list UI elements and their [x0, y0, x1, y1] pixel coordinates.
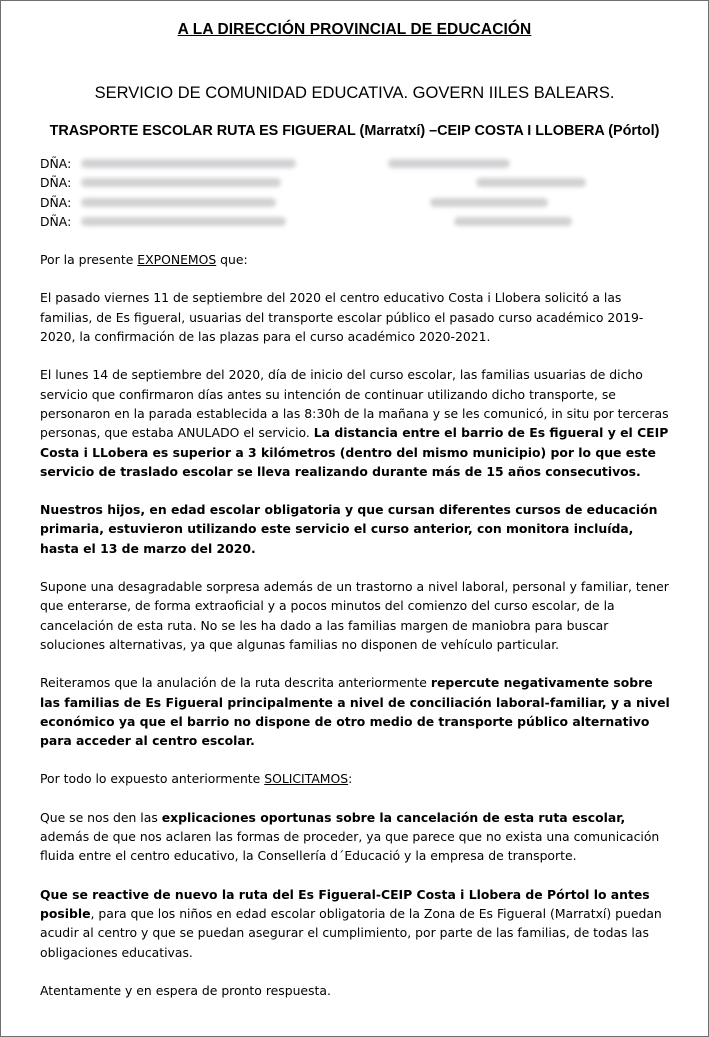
redacted-name [81, 178, 281, 187]
signer-label: DÑA: [40, 175, 72, 191]
distance-statement: La distancia entre el barrio de Es figueral y el CEIP Costa i LLobera es superior a 3 kilómetros (dentro del mismo municipio) por lo que este servicio de traslado escolar se lleva realizando durante más de 15 años consecutivos. [40, 425, 669, 479]
redacted-id [476, 178, 586, 187]
redacted-id [388, 159, 510, 168]
subject-heading: TRASPORTE ESCOLAR RUTA ES FIGUERAL (Marratxí) –CEIP COSTA I LLOBERA (Pórtol) [49, 123, 660, 139]
signer-line [40, 193, 670, 212]
signer-label: DÑA: [40, 156, 72, 171]
paragraph-impact: Reiteramos que la anulación de la ruta descrita anteriormente repercute negativamente sobre las familias de Es Figueral principalmente a nivel de conciliación laboral-familiar, y a nivel económico ya que el barrio no dispone de otro medio de transporte público alternativo para acceder al centro escolar. [40, 675, 670, 749]
intro-paragraph: Por la presente EXPONEMOS que: [40, 252, 248, 268]
signer-label: DÑA: [40, 194, 72, 210]
signer-line [40, 212, 670, 231]
paragraph-surprise: Supone una desagradable sorpresa además de un trastorno a nivel laboral, personal y familiar, tener que enterarse, de forma extraoficial y a pocos minutos del comienzo del curso escolar, de la cancelación de esta ruta. No se les ha dado a las familias margen de maniobra para buscar soluciones alternativas, ya que algunas familias no disponen de vehículo particular. [40, 579, 669, 652]
letter-body [40, 154, 670, 1000]
signer-label: DÑA: [40, 213, 72, 229]
paragraph-request-confirmation: El pasado viernes 11 de septiembre del 2020 el centro educativo Costa i Llobera solicitó a las familias, de Es figueral, usuarias del transporte escolar público el pasado curso académico 2019-2020, la confirmación de las plazas para el curso académico 2020-2021. [40, 290, 644, 345]
signer-line [40, 173, 670, 192]
impact-statement: repercute negativamente sobre las familias de Es Figueral principalmente a nivel de conciliación laboral-familiar, y a nivel económico ya que el barrio no dispone de otro medio de transporte público alternativo para acceder al centro escolar. [40, 675, 670, 749]
redacted-id [430, 198, 548, 207]
paragraph-children: Nuestros hijos, en edad escolar obligatoria y que cursan diferentes cursos de educación primaria, estuvieron utilizando este servicio el curso anterior, con monitora incluída, hasta el 13 de marzo del 2020. [40, 502, 658, 556]
solicitamos-keyword: SOLICITAMOS [264, 771, 349, 787]
request-explanations: Que se nos den las explicaciones oportunas sobre la cancelación de esta ruta escolar, además de que nos aclaren las formas de proceder, ya que parece que no exista una comunicación fluida entre el centro educativo, la Consellería d´Educació y la empresa de transporte. [40, 809, 660, 864]
request-intro: Por todo lo expuesto anteriormente SOLICITAMOS: [40, 771, 353, 787]
closing-line: Atentamente y en espera de pronto respuesta. [40, 982, 331, 998]
document-title: A LA DIRECCIÓN PROVINCIAL DE EDUCACIÓN [177, 21, 532, 38]
redacted-id [454, 217, 572, 226]
paragraph-service-cancelled: El lunes 14 de septiembre del 2020, día de inicio del curso escolar, las familias usuarias de dicho servicio que confirmaron días antes su intención de continuar utilizando dicho transporte, se personaron en la parada establecida a las 8:30h de la mañana y se les comunicó, in situ por terceras personas, que estaba ANULADO el servicio. La distancia entre el barrio de Es figueral y el CEIP Costa i LLobera es superior a 3 kilómetros (dentro del mismo municipio) por lo que este servicio de traslado escolar se lleva realizando durante más de 15 años consecutivos. [40, 367, 669, 479]
service-heading: SERVICIO DE COMUNIDAD EDUCATIVA. GOVERN IILES BALEARS. [94, 84, 615, 102]
exponemos-keyword: EXPONEMOS [137, 252, 217, 268]
redacted-name [81, 198, 276, 207]
redacted-name [81, 217, 286, 226]
request-reactivation: Que se reactive de nuevo la ruta del Es Figueral-CEIP Costa i Llobera de Pórtol lo antes posible, para que los niños en edad escolar obligatoria de la Zona de Es Figueral (Marratxí) puedan acudir al centro y que se puedan asegurar el cumplimiento, por parte de las familias, de todas las obligaciones educativas. [40, 886, 662, 960]
signer-line [40, 154, 670, 173]
redacted-name [81, 159, 296, 168]
